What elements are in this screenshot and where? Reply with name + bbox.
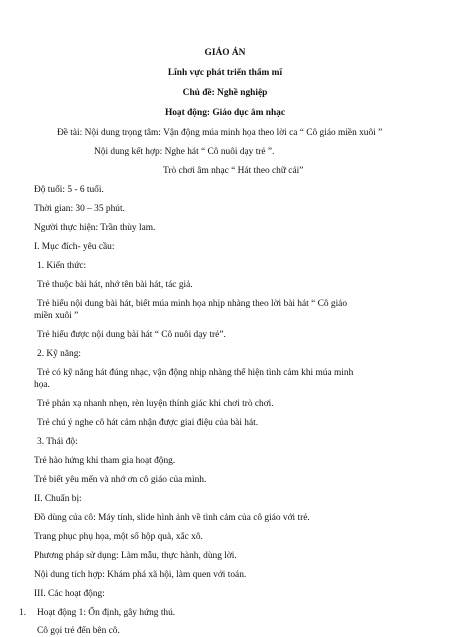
preparation-item: Đồ dùng của cô: Máy tính, slide hình ảnh về tình cảm của cô giáo với trẻ. [34, 513, 310, 523]
skills-heading: 2. Kỹ năng: [37, 349, 82, 359]
skills-item: Trẻ chú ý nghe cô hát cảm nhận được giai điệu của bài hát. [37, 418, 259, 428]
section-1-heading: I. Mục đích- yêu cầu: [34, 242, 115, 252]
field-heading: Lĩnh vực phát triển thẩm mĩ [167, 68, 283, 78]
knowledge-item: Trẻ thuộc bài hát, nhớ tên bài hát, tác giả. [37, 280, 193, 290]
time-line: Thời gian: 30 – 35 phút. [34, 204, 125, 214]
preparation-item: Nội dung tích hợp: Khám phá xã hội, làm quen với toán. [34, 570, 247, 580]
knowledge-heading: 1. Kiến thức: [37, 261, 87, 271]
knowledge-item: Trẻ hiểu nội dung bài hát, biết múa minh họa nhịp nhàng theo lời bài hát “ Cô giáo [37, 299, 348, 309]
knowledge-item: Trẻ hiểu được nội dung bài hát “ Cô nuôi dạy trẻ”. [37, 330, 226, 340]
age-line: Độ tuổi: 5 - 6 tuổi. [34, 185, 104, 195]
attitude-item: Trẻ hào hứng khi tham gia hoạt động. [34, 456, 176, 466]
section-3-heading: III. Các hoạt động: [34, 589, 105, 599]
skills-item: Trẻ phản xạ nhanh nhẹn, rèn luyện thính giác khi chơi trò chơi. [37, 399, 274, 409]
skills-item-continued: họa. [34, 380, 50, 390]
combined-content-line: Nội dung kết hợp: Nghe hát “ Cô nuôi dạy trẻ ”. [94, 147, 275, 157]
attitude-item: Trẻ biết yêu mến và nhớ ơn cô giáo của mình. [34, 475, 207, 485]
preparation-item: Phương pháp sử dụng: Làm mẫu, thực hành, dùng lời. [34, 551, 237, 561]
knowledge-item-continued: miền xuôi ” [34, 311, 79, 321]
music-game-line: Trò chơi âm nhạc “ Hát theo chữ cái” [163, 166, 304, 176]
section-2-heading: II. Chuẩn bị: [34, 494, 82, 504]
activity-1-number: 1. [19, 608, 27, 618]
activity-heading: Hoạt động: Giáo dục âm nhạc [164, 108, 286, 118]
subject-line: Đề tài: Nội dung trọng tâm: Vận động múa minh họa theo lời ca “ Cô giáo miền xuôi ” [57, 128, 383, 138]
preparation-item: Trang phục phụ họa, một số hộp quà, xắc xô. [34, 532, 203, 542]
document-title: GIÁO ÁN [204, 48, 246, 58]
activity-1-detail: Cô gọi trẻ đến bên cô. [37, 626, 120, 636]
topic-heading: Chủ đề: Nghề nghiệp [182, 88, 268, 98]
activity-1-title: Hoạt động 1: Ổn định, gây hứng thú. [37, 608, 176, 618]
attitude-heading: 3. Thái độ: [37, 437, 78, 447]
skills-item: Trẻ có kỹ năng hát đúng nhạc, vận động nhịp nhàng thể hiện tình cảm khi múa minh [37, 368, 354, 378]
teacher-line: Người thực hiện: Trần thùy lam. [34, 223, 156, 233]
